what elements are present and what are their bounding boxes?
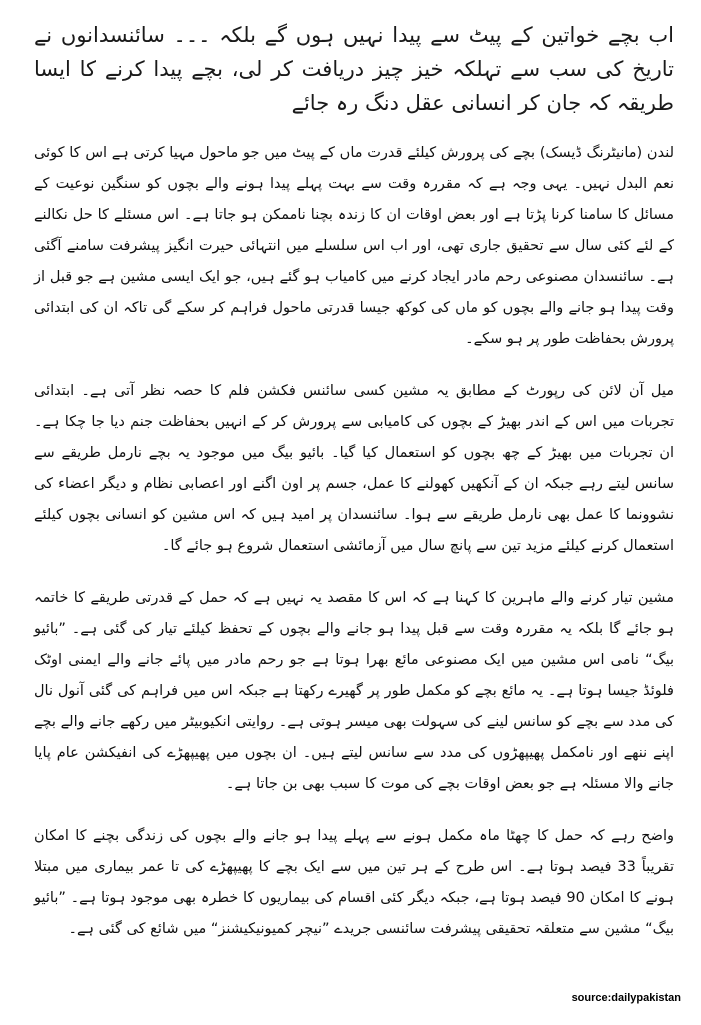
source-credit: source:dailypakistan: [571, 992, 681, 1004]
article-headline: اب بچے خواتین کے پیٹ سے پیدا نہیں ہوں گے بلکہ ۔۔۔ سائنسدانوں نے تاریخ کی سب سے تہلکہ خیز چیز دریافت کر لی، بچے پیدا کرنے کا ایسا طریقہ کہ جان کر انسانی عقل دنگ رہ جائے: [34, 23, 674, 115]
article-paragraph-1: لندن (مانیٹرنگ ڈیسک) بچے کی پرورش کیلئے قدرت ماں کے پیٹ میں جو ماحول مہیا کرتی ہے اس کا کوئی نعم البدل نہیں۔ یہی وجہ ہے کہ مقررہ وقت سے بہت پہلے پیدا ہونے والے بچوں کو سنگین نوعیت کے مسائل کا سامنا کرنا پڑتا ہے اور بعض اوقات ان کا زندہ بچنا ناممکن ہو جاتا ہے۔ اس مسئلے کا حل نکالنے کے لئے کئی سال سے تحقیق جاری تھی، اور اب اس سلسلے میں انتہائی حیرت انگیز پیشرفت سامنے آگئی ہے۔ سائنسدان مصنوعی رحم مادر ایجاد کرنے میں کامیاب ہو گئے ہیں، جو ایک ایسی مشین ہے جو قبل از وقت پیدا ہو جانے والے بچوں کو ماں کی کوکھ جیسا قدرتی ماحول فراہم کر سکے گی تاکہ ان کی ابتدائی پرورش بحفاظت طور پر ہو سکے۔: [34, 145, 674, 347]
article-paragraph-3: مشین تیار کرنے والے ماہرین کا کہنا ہے کہ اس کا مقصد یہ نہیں ہے کہ حمل کے قدرتی طریقے کا خاتمہ ہو جائے گا بلکہ یہ مقررہ وقت سے قبل پیدا ہو جانے والے بچوں کے تحفظ کیلئے تیار کی گئی ہے۔ ”بائیو بیگ“ نامی اس مشین میں ایک مصنوعی مائع بھرا ہوتا ہے جو رحم مادر میں پائے جانے والے ایمنی اوٹک فلوئڈ جیسا ہوتا ہے۔ یہ مائع بچے کو مکمل طور پر گھیرے رکھتا ہے جبکہ اس میں فراہم کی گئی آنول نال کی مدد سے بچے کو سانس لینے کی سہولت بھی میسر ہوتی ہے۔ روایتی انکیوبیٹر میں رکھے جانے والے بچے اپنے ننھے اور نامکمل پھیپھڑوں کی مدد سے سانس لیتے ہیں۔ ان بچوں میں پھیپھڑے کی انفیکشن عام پایا جانے والا مسئلہ ہے جو بعض اوقات بچے کی موت کا سبب بھی بن جاتا ہے۔: [34, 590, 674, 792]
article-paragraph-4: واضح رہے کہ حمل کا چھٹا ماہ مکمل ہونے سے پہلے پیدا ہو جانے والے بچوں کی زندگی بچنے کا امکان تقریباً 33 فیصد ہوتا ہے۔ اس طرح کے ہر تین میں سے ایک بچے کا پھیپھڑے کی تا عمر بیماری میں مبتلا ہونے کا امکان 90 فیصد ہوتا ہے، جبکہ دیگر کئی اقسام کی بیماریوں کا خطرہ بھی موجود ہوتا ہے۔ ”بائیو بیگ“ مشین سے متعلقہ تحقیقی پیشرفت سائنسی جریدے ”نیچر کمیونیکیشنز“ میں شائع کی گئی ہے۔: [34, 828, 675, 937]
article-paragraph-2: میل آن لائن کی رپورٹ کے مطابق یہ مشین کسی سائنس فکشن فلم کا حصہ نظر آتی ہے۔ ابتدائی تجربات میں اس کے اندر بھیڑ کے بچوں کی کامیابی سے پرورش کر کے انہیں بحفاظت جنم دیا جا چکا ہے۔ ان تجربات میں بھیڑ کے چھ بچوں کو استعمال کیا گیا۔ بائیو بیگ میں موجود یہ بچے نارمل طریقے سے سانس لیتے رہے جبکہ ان کے آنکھیں کھولنے کا عمل، جسم پر اون اگنے اور اعصابی نظام و دیگر اعضاء کی نشوونما کا عمل بھی نارمل طریقے سے ہوا۔ سائنسدان پر امید ہیں کہ اس مشین کو انسانی بچوں کیلئے استعمال کرنے کیلئے مزید تین سے پانچ سال میں آزمائشی استعمال شروع ہو جائے گا۔: [34, 383, 674, 554]
article: [34, 18, 674, 966]
